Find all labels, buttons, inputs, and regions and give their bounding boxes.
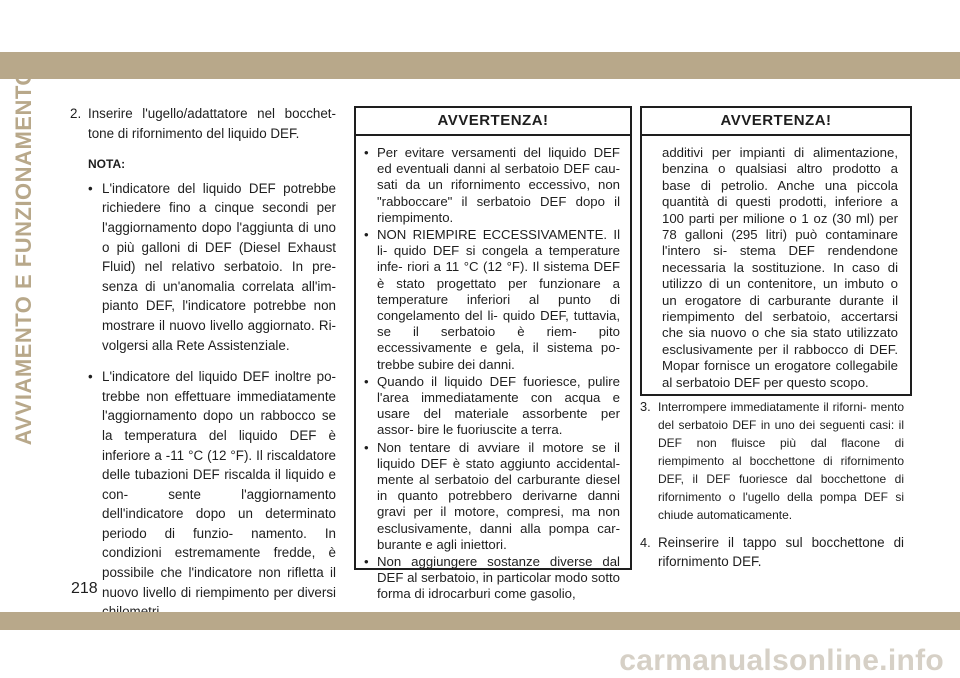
warning-bullet-text: NON RIEMPIRE ECCESSIVAMENTE. Il li- quido DEF si congela a temperature infe- riori a 11 °C (12 °F). Il sistema DEF è stato progettato per funzionare a temperature inferiori al punto di congelamento del li- quido DEF, tuttavia, se il serbatoio è riem- pito eccessivamente e gela, il sistema po- trebbe subire dei danni.: [377, 227, 620, 372]
note-bullet-text: L'indicatore del liquido DEF potrebbe richiedere fino a cinque secondi per l'aggiornamento dopo l'aggiunta di uno o più galloni di DEF (Diesel Exhaust Fluid) nel relativo serbatoio. In pre- senza di un'anomalia correlata all'im- pianto DEF, l'indicatore potrebbe non mostrare il nuovo livello aggiornato. Ri- volgersi alla Rete Assistenziale.: [102, 180, 336, 353]
note-bullet: [88, 179, 336, 355]
step-text: Interrompere immediatamente il riforni- mento del serbatoio DEF in uno dei seguenti casi: il DEF non fluisce più dal flacone di riempimento al bocchettone di rifornimento DEF, il DEF fuoriesce dal bocchettone di rifornimento o l'ugello della pompa DEF si chiude automaticamente.: [658, 400, 904, 522]
note-bullet: [88, 367, 336, 622]
warning-bullet: [364, 440, 620, 553]
warning-bullet: [364, 145, 620, 226]
page-number: 218: [71, 580, 98, 597]
step-text: Inserire l'ugello/adattatore nel bocchet- tone di rifornimento del liquido DEF.: [88, 106, 336, 141]
warning-body: [356, 136, 630, 603]
bullet-icon: •: [364, 373, 369, 389]
warning-bullet-text: Non tentare di avviare il motore se il liquido DEF è stato aggiunto accidental- mente al serbatoio del carburante diesel in quanto potrebbero derivarne danni gravi per il motore, compresi, ma non esclusivamente, danni alla pompa car- burante e agli iniettori.: [377, 439, 620, 552]
column-right: [640, 398, 904, 581]
step-text: Reinserire il tappo sul bocchettone di rifornimento DEF.: [658, 535, 904, 569]
warning-box-1: [354, 106, 632, 602]
column-left: [70, 104, 336, 634]
warning-bullet: [364, 227, 620, 373]
watermark: carmanualsonline.info: [619, 644, 944, 677]
warning-body-text: additivi per impianti di alimentazione, benzina o qualsiasi altro prodotto a base di petrolio. Anche una piccola quantità di questi prodotti, inferiore a 100 parti per milione o 1 oz (30 ml) per 78 galloni (295 litri) può contaminare l'intero si- stema DEF rendendone necessaria la sostituzione. In caso di utilizzo di un contenitore, un imbuto o un erogatore di carburante durante il riempimento del serbatoio, accertarsi che sia nuovo o che sia stato utilizzato esclusivamente per il rabbocco di DEF. Mopar fornisce un erogatore collegabile al serbatoio DEF per questo scopo.: [662, 145, 898, 390]
step-number: 2.: [70, 106, 82, 121]
bullet-icon: •: [364, 439, 369, 455]
section-title: [8, 68, 40, 446]
step-number: 3.: [640, 399, 651, 414]
warning-bullet: [364, 554, 620, 603]
note-label: NOTA:: [88, 157, 126, 172]
note-bullet-text: L'indicatore del liquido DEF inoltre po- trebbe non effettuare immediatamente l'aggiornamento dopo un rabbocco se la temperatura del liquido DEF è inferiore a -11 °C (12 °F). Il riscaldatore delle tubazioni DEF riscalda il liquido e con- sente l'aggiornamento dell'indicatore dopo un determinato periodo di funzio- namento. In condizioni estremamente fredde, è possibile che l'indicatore non rifletta il nuovo livello di riempimento per diversi: [102, 369, 336, 600]
warning-title: AVVERTENZA!: [356, 108, 630, 136]
warning-box-2: [640, 106, 912, 396]
warning-bullet: [364, 374, 620, 439]
step-4: [640, 534, 904, 571]
bullet-icon: •: [88, 369, 93, 385]
bullet-icon: •: [364, 145, 369, 160]
warning-title: AVVERTENZA!: [642, 108, 910, 136]
step-2: [70, 104, 336, 143]
warning-bullet-text: Per evitare versamenti del liquido DEF ed eventuali danni al serbatoio DEF cau- sati da un rifornimento eccessivo, non "rabboccare" il serbatoio DEF dopo il riempimento.: [377, 145, 620, 225]
bullet-icon: •: [88, 180, 93, 196]
bullet-icon: •: [364, 227, 369, 243]
bullet-icon: •: [364, 554, 369, 570]
section-title-text: AVVIAMENTO E FUNZIONAMENTO: [11, 68, 36, 446]
warning-bullet-text: Quando il liquido DEF fuoriesce, pulire l'area immediatamente con acqua e usare del materiale assorbente per assor- bire le fuoriuscite a terra.: [377, 373, 620, 438]
header-bar: [0, 52, 960, 79]
footer-bar: [0, 612, 960, 630]
step-number: 4.: [640, 535, 651, 550]
warning-bullet-text: Non aggiungere sostanze diverse dal DEF al serbatoio, in particolar modo sotto forma di idrocarburi come gasolio,: [377, 554, 620, 602]
step-3: [640, 398, 904, 524]
